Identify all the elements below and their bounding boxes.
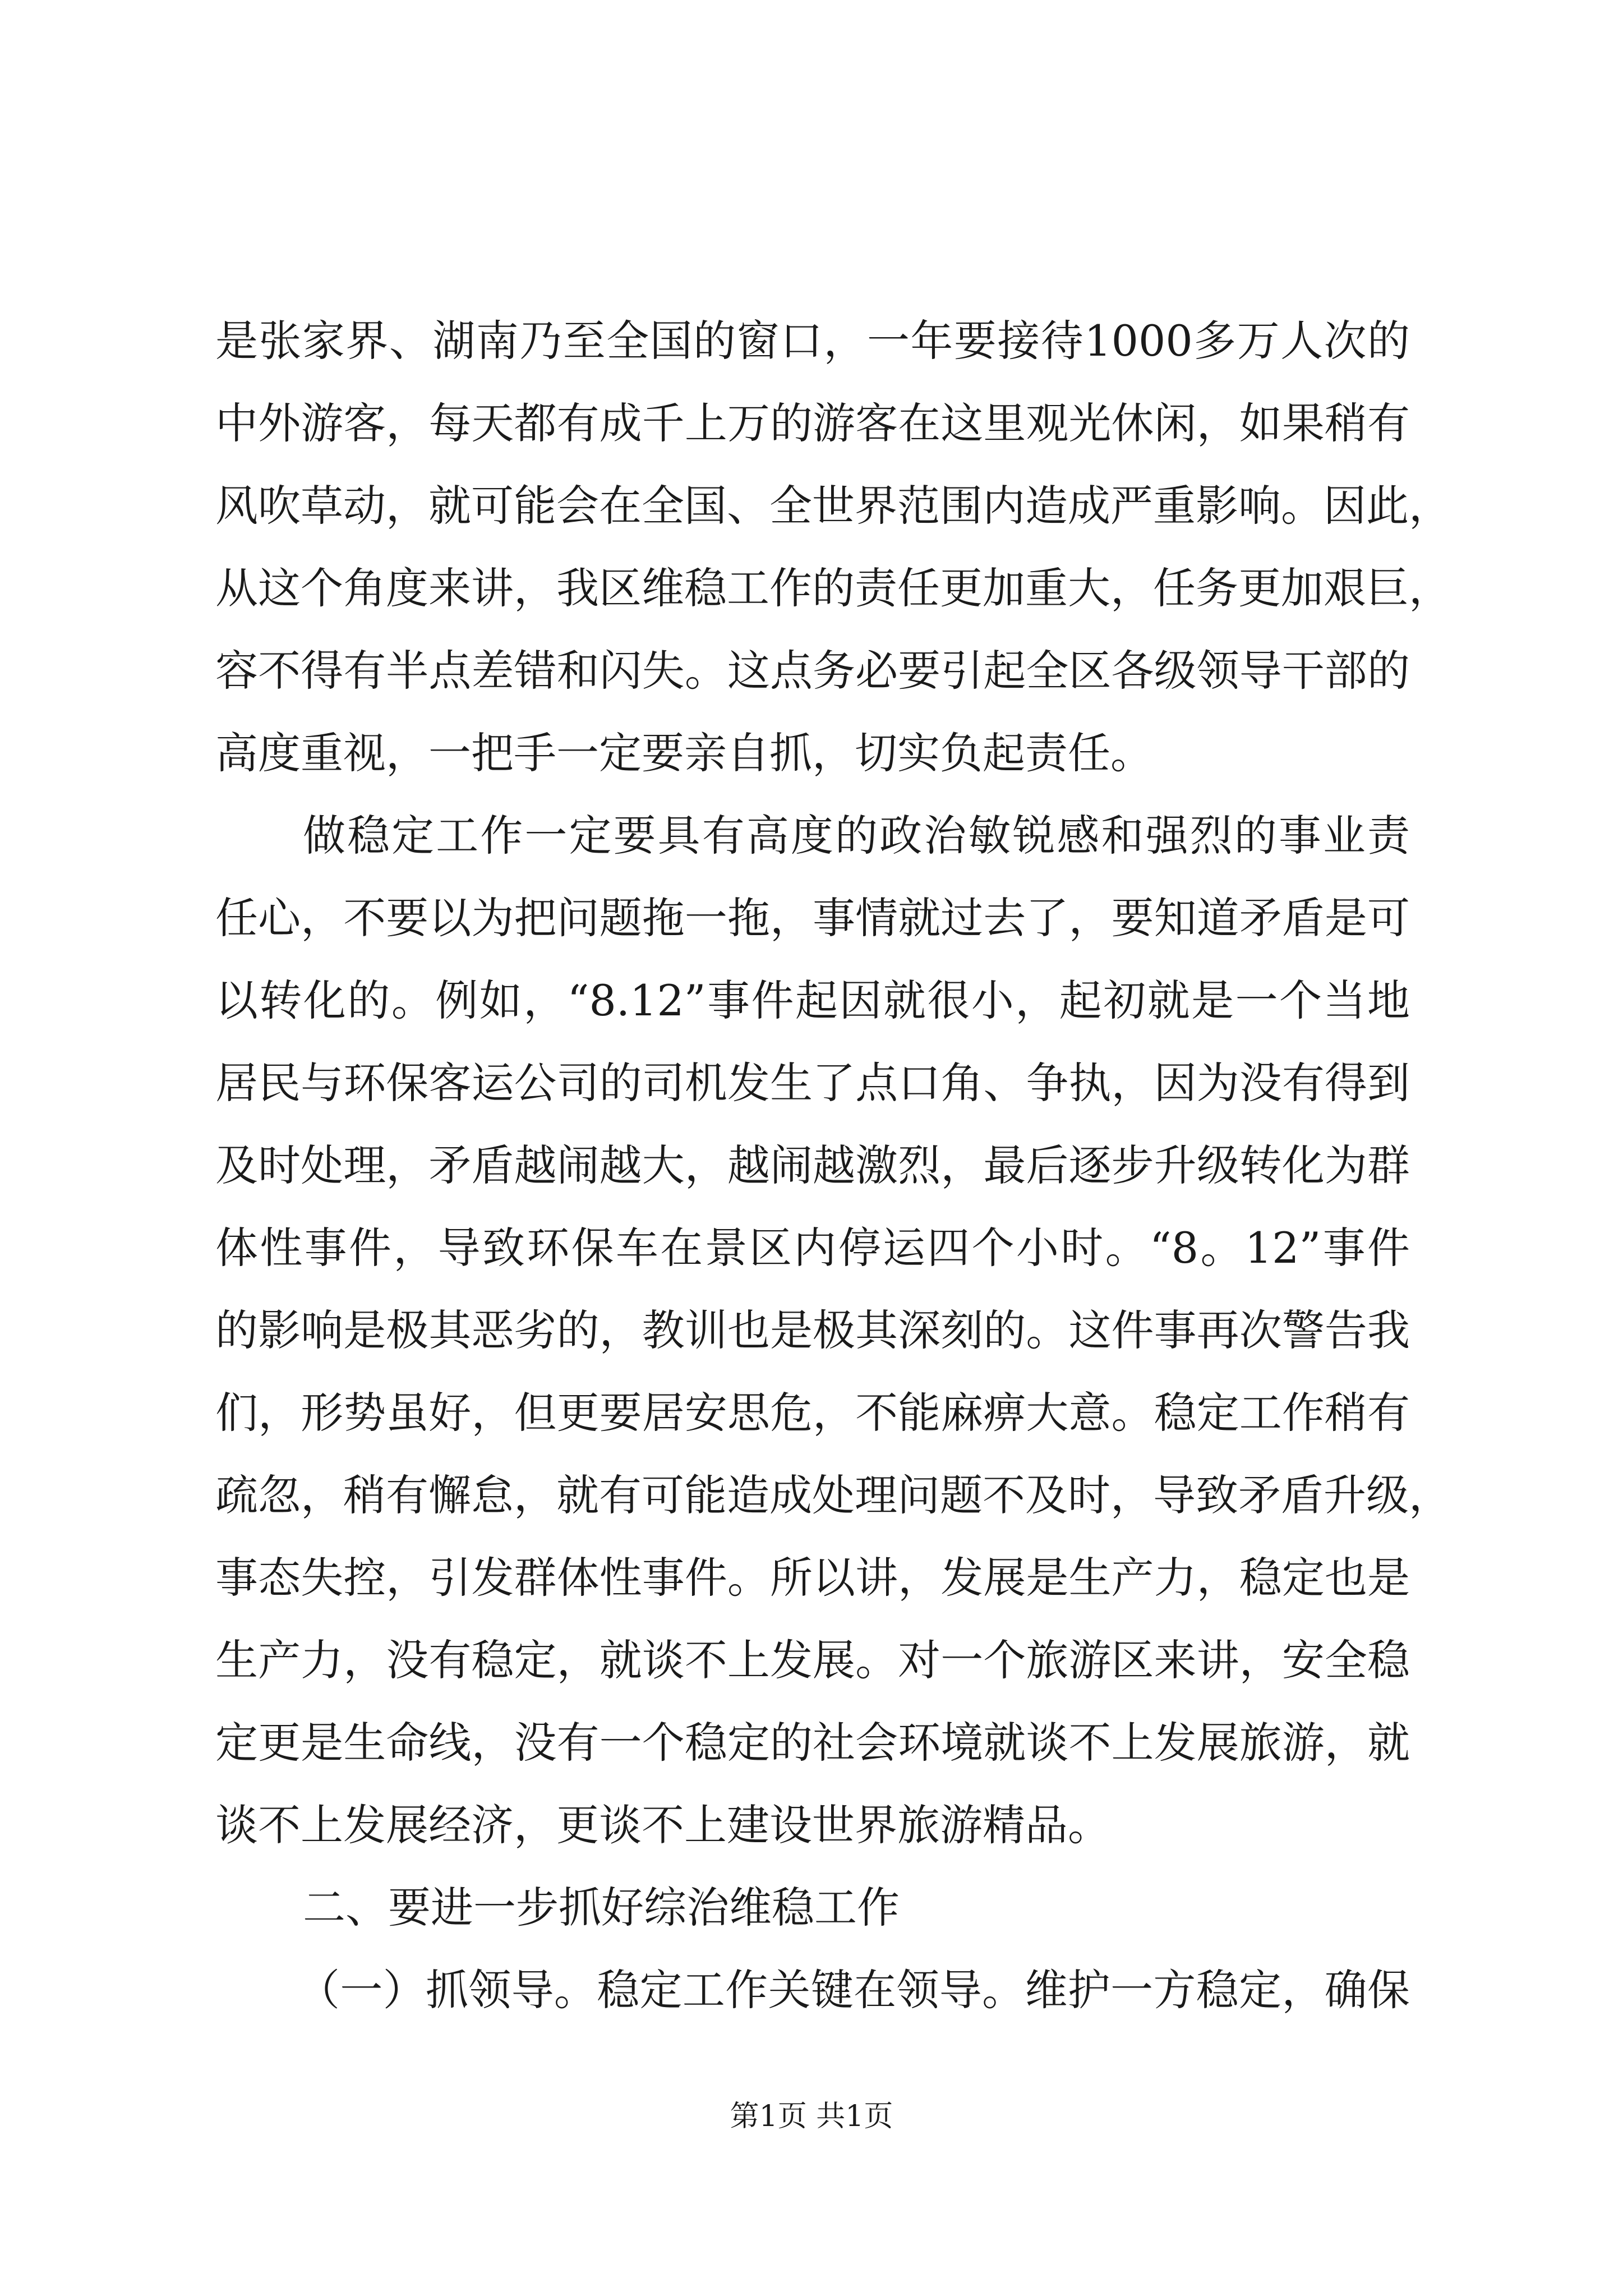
text-line-18: 定更是生命线，没有一个稳定的社会环境就谈不上发展旅游，就	[215, 1718, 1410, 1768]
text-line-15: 疏忽，稍有懈怠，就有可能造成处理问题不及时，导致矛盾升级，	[215, 1470, 1451, 1520]
text-line-9: 以转化的。例如，“8.12”事件起因就很小，起初就是一个当地	[215, 976, 1410, 1025]
text-line-14: 们，形势虽好，但更要居安思危，不能麻痹大意。稳定工作稍有	[215, 1388, 1410, 1438]
section-heading: 二、要进一步抓好综治维稳工作	[303, 1883, 900, 1932]
text-line-16: 事态失控，引发群体性事件。所以讲，发展是生产力，稳定也是	[215, 1553, 1410, 1603]
text-line-12: 体性事件，导致环保车在景区内停运四个小时。“8。12”事件	[215, 1223, 1410, 1273]
text-line-1: 是张家界、湖南乃至全国的窗口，一年要接待1000多万人次的	[215, 316, 1410, 366]
page-footer: 第1页 共1页	[730, 2100, 893, 2133]
text-line-6: 高度重视，一把手一定要亲自抓，切实负起责任。	[215, 728, 1153, 778]
text-line-8: 任心，不要以为把问题拖一拖，事情就过去了，要知道矛盾是可	[215, 893, 1410, 943]
subsection-line: （一）抓领导。稳定工作关键在领导。维护一方稳定，确保	[297, 1965, 1410, 2015]
text-line-3: 风吹草动，就可能会在全国、全世界范围内造成严重影响。因此，	[215, 481, 1451, 531]
text-line-10: 居民与环保客运公司的司机发生了点口角、争执，因为没有得到	[215, 1058, 1410, 1108]
text-line-19: 谈不上发展经济，更谈不上建设世界旅游精品。	[215, 1800, 1110, 1850]
text-line-5: 容不得有半点差错和闪失。这点务必要引起全区各级领导干部的	[215, 646, 1410, 696]
text-line-2: 中外游客，每天都有成千上万的游客在这里观光休闲，如果稍有	[215, 398, 1410, 448]
text-line-17: 生产力，没有稳定，就谈不上发展。对一个旅游区来讲，安全稳	[215, 1635, 1410, 1685]
text-line-11: 及时处理，矛盾越闹越大，越闹越激烈，最后逐步升级转化为群	[215, 1140, 1410, 1190]
text-line-4: 从这个角度来讲，我区维稳工作的责任更加重大，任务更加艰巨，	[215, 563, 1451, 613]
paragraph-start-line: 做稳定工作一定要具有高度的政治敏锐感和强烈的事业责	[303, 811, 1410, 861]
text-line-13: 的影响是极其恶劣的，教训也是极其深刻的。这件事再次警告我	[215, 1305, 1410, 1355]
